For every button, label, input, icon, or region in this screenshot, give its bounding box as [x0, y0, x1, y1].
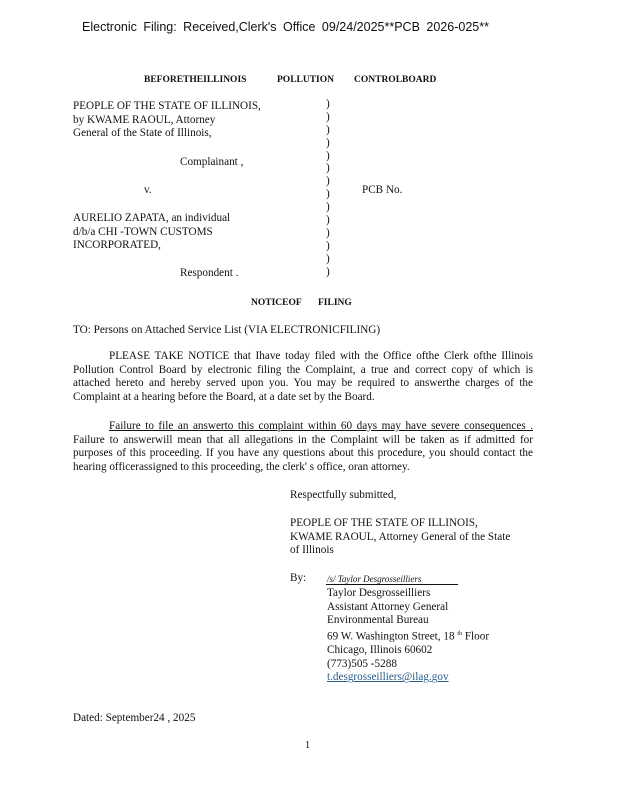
- failure-warning: Failure to file an answerto this complaint within 60 days may have severe consequences .: [109, 420, 533, 432]
- caption-paren: ): [326, 136, 330, 149]
- efiling-header: Electronic Filing: Received,Clerk's Office 09/24/2025**PCB 2026-025**: [82, 20, 489, 34]
- failure-paragraph: [73, 420, 533, 474]
- plaintiff-line: by KWAME RAOUL, Attorney: [73, 113, 216, 126]
- dated-line: Dated: September24 , 2025: [73, 712, 196, 724]
- board-before: BEFORETHEILLINOIS: [144, 75, 247, 85]
- caption-paren: ): [326, 201, 330, 214]
- caption-paren: ): [326, 239, 330, 252]
- failure-paragraph-text: Failure to answerwill mean that all allegations in the Complaint will be taken as if admitted for purposes of this proceeding. If you have any questions about this procedure, you should contact the hearing officerassigned to this proceeding, the clerk' s office, oran attorney.: [73, 433, 533, 473]
- caption-paren: ): [326, 265, 330, 278]
- party-line: of Illinois: [290, 544, 334, 557]
- caption-paren: ): [326, 226, 330, 239]
- defendant-block: [73, 212, 230, 253]
- caption-paren: ): [326, 252, 330, 265]
- party-line: KWAME RAOUL, Attorney General of the State: [290, 530, 511, 543]
- signature-block: [327, 587, 489, 685]
- caption-paren: ): [326, 123, 330, 136]
- signer-bureau: Environmental Bureau: [327, 614, 429, 627]
- signer-title: Assistant Attorney General: [327, 600, 449, 613]
- signer-name: Taylor Desgrosseilliers: [327, 587, 431, 599]
- notice-paragraph-text: PLEASE TAKE NOTICE that Ihave today filed with the Office ofthe Clerk ofthe Illinois Pollution Control Board by electronic filing the Complaint, a true and correct copy of which is attached hereto and hereby served upon you. You may be required to answerthe charges of the Complaint at a hearing before the Board, at a date set by the Board.: [73, 350, 533, 403]
- caption-paren: ): [326, 149, 330, 162]
- signer-street: 69 W. Washington Street, 18 $^{th}$ Floor: [327, 630, 490, 643]
- respondent-label: Respondent .: [180, 267, 239, 279]
- caption-paren: ): [326, 175, 330, 188]
- respectfully-submitted: Respectfully submitted,: [290, 489, 397, 501]
- caption-paren: ): [326, 110, 330, 123]
- party-block: [290, 517, 510, 558]
- to-line: TO: Persons on Attached Service List (VIA ELECTRONICFILING): [73, 324, 381, 336]
- page-number: 1: [305, 740, 311, 751]
- signature-line: [326, 584, 458, 585]
- plaintiff-block: [73, 100, 261, 141]
- plaintiff-line: General of the State of Illinois,: [73, 127, 212, 140]
- signer-phone: (773)505 -5288: [327, 657, 397, 670]
- notice-paragraph: [73, 350, 533, 404]
- by-label: By:: [290, 572, 307, 584]
- caption-paren: ): [326, 162, 330, 175]
- notice-title-part1: NOTICEOF: [251, 298, 302, 308]
- pcb-number: PCB No.: [362, 184, 403, 196]
- electronic-signature: /s/ Taylor Desgrosseilliers: [327, 574, 422, 584]
- floor-label: Floor: [464, 630, 490, 643]
- defendant-line: d/b/a CHI -TOWN CUSTOMS: [73, 225, 213, 238]
- signer-email-link[interactable]: t.desgrosseilliers@ilag.gov: [327, 671, 449, 684]
- complainant-label: Complainant ,: [180, 156, 244, 168]
- plaintiff-line: PEOPLE OF THE STATE OF ILLINOIS,: [73, 100, 261, 112]
- signer-city: Chicago, Illinois 60602: [327, 644, 433, 657]
- board-pollution: POLLUTION: [277, 75, 335, 85]
- caption-paren-column: [326, 98, 330, 278]
- versus-label: v.: [144, 184, 152, 196]
- caption-paren: ): [326, 214, 330, 227]
- caption-paren: ): [326, 188, 330, 201]
- party-line: PEOPLE OF THE STATE OF ILLINOIS,: [290, 517, 478, 529]
- board-control: CONTROLBOARD: [354, 75, 437, 85]
- defendant-line: INCORPORATED,: [73, 239, 161, 252]
- notice-title-part2: FILING: [318, 298, 352, 308]
- floor-ordinal: th: [457, 630, 463, 637]
- defendant-line: AURELIO ZAPATA, an individual: [73, 212, 231, 224]
- caption-paren: ): [326, 98, 330, 110]
